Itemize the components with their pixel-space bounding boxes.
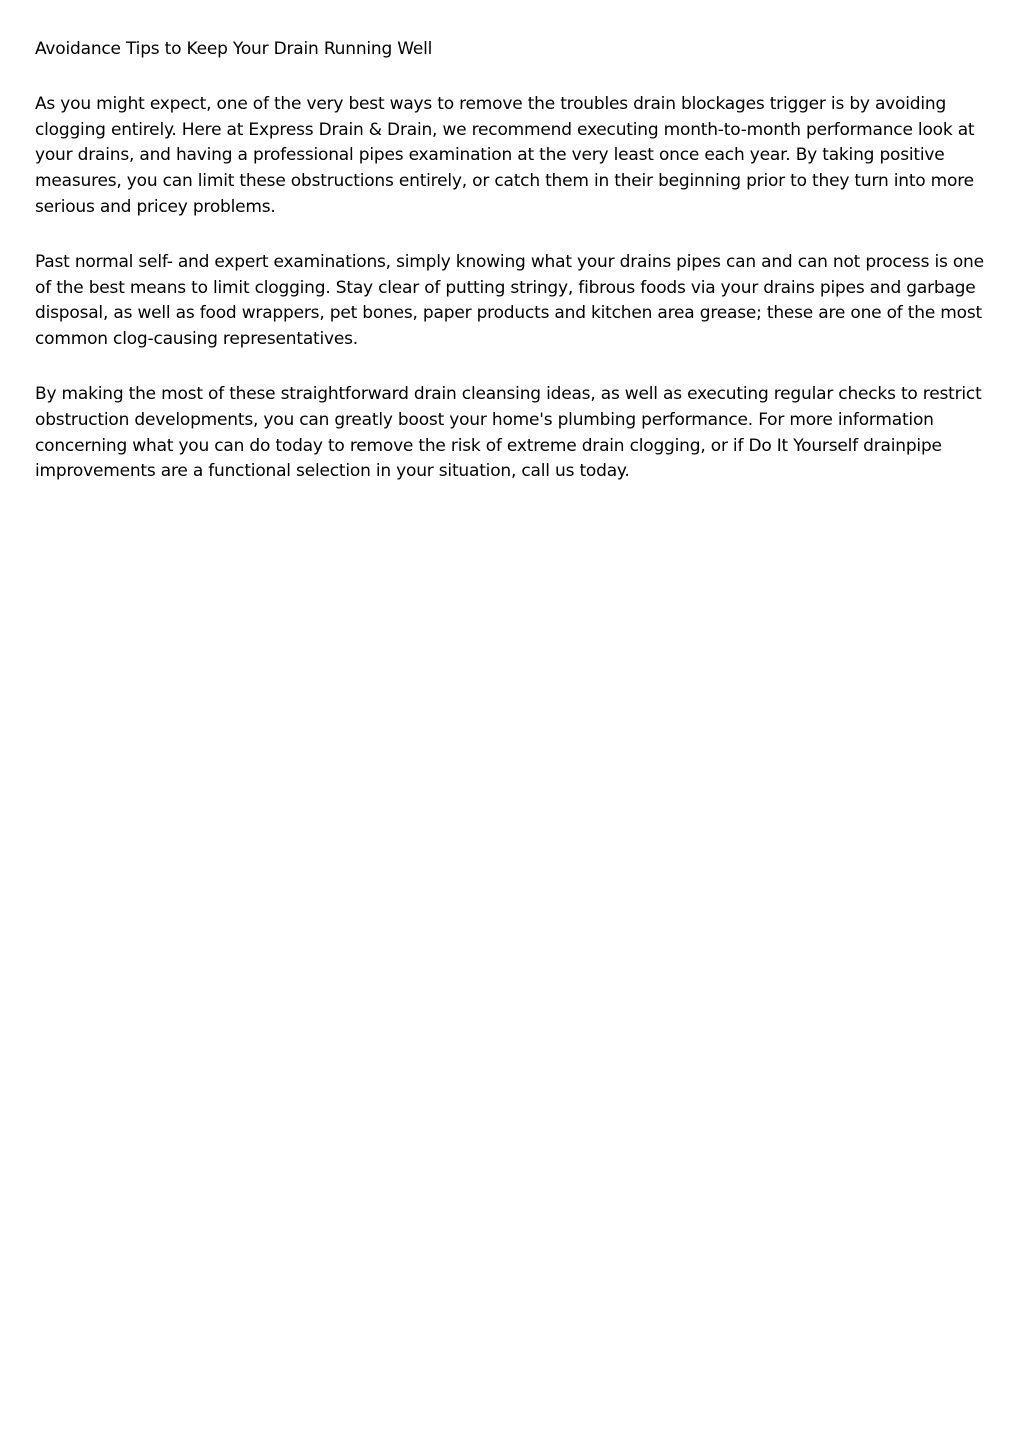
paragraph-prevention: As you might expect, one of the very best ways to remove the troubles drain blockages trigger is by avoiding clogging entirely. Here at Express Drain & Drain, we recommend executing month-to-month performance look at your drains, and having a professional pipes examination at the very least once each year. By taking positive measures, you can limit these obstructions entirely, or catch them in their beginning prior to they turn into more serious and pricey problems. [35, 93, 975, 217]
paragraph-examinations: Past normal self- and expert examinations, simply knowing what your drains pipes can and can not process is one of the best means to limit clogging. Stay clear of putting stringy, fibrous foods via your drains pipes and garbage disposal, as well as food wrappers, pet bones, paper products and kitchen area grease; these are one of the most common clog-causing representatives. [35, 251, 984, 350]
paragraph-conclusion: By making the most of these straightforward drain cleansing ideas, as well as executing regular checks to restrict obstruction developments, you can greatly boost your home's plumbing performance. For more information concerning what you can do today to remove the risk of extreme drain clogging, or if Do It Yourself drainpipe improvements are a functional selection in your situation, call us today. [35, 383, 982, 482]
document-page [35, 37, 990, 514]
document-title: Avoidance Tips to Keep Your Drain Running Well [35, 39, 433, 59]
